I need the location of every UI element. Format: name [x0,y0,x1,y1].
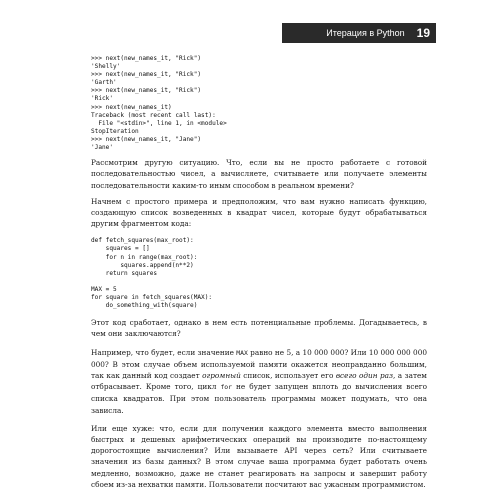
code-line: >>> next(new_names_it, "Rick") [91,71,202,79]
code-line: return squares [91,269,158,277]
code-line: StopIteration [91,127,139,135]
code-line: 'Jane' [91,144,114,152]
emphasis: огромный [202,371,241,380]
text-run: список, использует его [240,371,336,380]
code-line: 'Rick' [91,95,114,103]
paragraph-1: Рассмотрим другую ситуацию. Что, если вы не просто работаете с готовой последовательностью чисел, а вычисляете, считываете или получаете элементы последовательности каким-то иным способом в реальном времени? [91,158,427,190]
code-line: squares = [] [91,245,150,253]
paragraph-3: Этот код сработает, однако в нем есть потенциальные проблемы. Догадываетесь, в чем они заключаются? [91,318,427,339]
code-line: 'Shelly' [91,63,121,71]
text-run: Например, что будет, если значение [91,347,237,357]
inline-code: MAX [236,348,248,357]
code-block-function [91,237,427,310]
code-line: >>> next(new_names_it, "Rick") [91,87,202,95]
code-line: squares.append(n**2) [91,261,194,269]
code-line: MAX = 5 [91,285,117,293]
code-line: def fetch_squares(max_root): [91,237,194,245]
code-line: >>> next(new_names_it, "Rick") [91,55,202,62]
running-header [282,23,436,43]
code-line: >>> next(new_names_it) [91,103,172,111]
code-line: File "<stdin>", line 1, in <module> [91,119,227,127]
code-block-repl [91,55,427,152]
code-line: Traceback (most recent call last): [91,111,216,119]
code-line: do_something_with(square) [91,302,198,310]
inline-code: for [220,383,232,392]
text-run: равно не 5, а 10 000 000? Или 10 000 000 000 000? В этом случае объем используемой памяти окажется неоправданно большим, так как данный код создает [91,347,427,380]
text-run: , а затем отбрасывает. Кроме того, цикл [91,371,427,392]
code-line: for square in fetch_squares(MAX): [91,294,213,301]
paragraph-2: Начнем с простого примера и предположим, что вам нужно написать функцию, создающую список возведенных в квадрат чисел, которые будут обрабатываться другим фрагментом кода: [91,196,427,229]
emphasis: всего один раз [335,371,394,380]
paragraph-4 [91,347,427,416]
chapter-title: Итерация в Python [326,28,405,38]
text-run: не будет запущен вплоть до вычисления всего списка квадратов. При этом пользователь программы может подумать, что она зависла. [91,382,427,415]
paragraph-5: Или еще хуже: что, если для получения каждого элемента вместо выполнения быстрых и дешевых арифметических операций вы производите по-настоящему дорогостоящие вычисления? Или вызываете API через сеть? Или считываете значения из базы данных? В этом случае ваша программа будет работать очень медленно, возможно, даже не станет реагировать на запросы и завершит работу сбоем из-за нехватки памяти. Пользователи посчитают вас ужасным программистом. [91,423,427,489]
page-number: 19 [416,26,430,40]
page-body [91,55,427,490]
code-line: for n in range(max_root): [91,253,198,261]
code-line: >>> next(new_names_it, "Jane") [91,135,202,143]
code-line: 'Garth' [91,79,117,87]
